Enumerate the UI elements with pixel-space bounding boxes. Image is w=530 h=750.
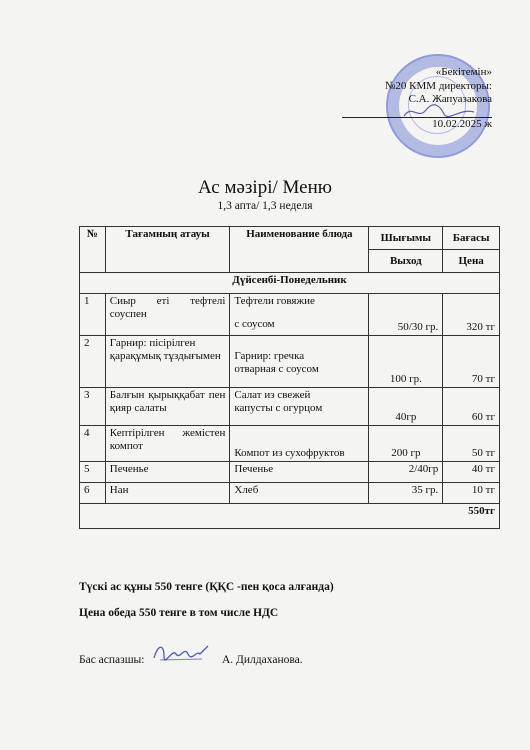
header-num: №: [80, 227, 106, 273]
row-ru: [230, 426, 369, 462]
approval-date: 10.02.2025 ж: [342, 117, 492, 132]
row-kz: Балғын қырыққабат пен қияр салаты: [105, 388, 230, 426]
row-num: 6: [80, 483, 106, 504]
row-output: 2/40гр: [369, 462, 443, 483]
approval-director-name: С.А. Жапуазакова: [408, 93, 492, 105]
header-output-ru: Выход: [369, 250, 443, 273]
row-price: 320 тг: [443, 294, 500, 336]
day-label: Дүйсенбі-Понедельник: [80, 273, 500, 294]
total-row: [80, 504, 500, 529]
table-row: [80, 426, 500, 462]
row-num: 4: [80, 426, 106, 462]
table-row: [80, 388, 500, 426]
row-num: 1: [80, 294, 106, 336]
row-price: 70 тг: [443, 336, 500, 388]
chef-signature: [150, 640, 212, 666]
row-num: 2: [80, 336, 106, 388]
row-kz: Сиыр еті тефтелі соуспен: [105, 294, 230, 336]
row-num: 3: [80, 388, 106, 426]
row-num: 5: [80, 462, 106, 483]
row-kz: Гарнир: пісірілген қарақұмық тұздығымен: [105, 336, 230, 388]
row-ru-line1: Тефтели говяжие: [234, 295, 315, 307]
header-kz: Тағамның атауы: [105, 227, 230, 273]
page-subtitle: 1,3 апта/ 1,3 неделя: [217, 200, 313, 212]
row-ru-line1: Салат из свежей: [234, 389, 311, 401]
header-price-ru: Цена: [443, 250, 500, 273]
page-title: Ас мәзірі/ Меню: [198, 177, 332, 198]
row-ru: Хлеб: [230, 483, 369, 504]
row-ru: [230, 294, 369, 336]
row-ru: Печенье: [230, 462, 369, 483]
row-kz: Нан: [105, 483, 230, 504]
table-row: [80, 294, 500, 336]
row-ru-line2: Компот из сухофруктов: [234, 447, 345, 459]
day-row: [80, 273, 500, 294]
approval-heading: «Бекітемін»: [435, 66, 492, 78]
row-output: 50/30 гр.: [369, 294, 443, 336]
row-ru: [230, 388, 369, 426]
row-ru-line1: Гарнир: гречка: [234, 350, 305, 362]
row-price: 10 тг: [443, 483, 500, 504]
row-kz: Печенье: [105, 462, 230, 483]
row-kz: Кептірілген жемістен компот: [105, 426, 230, 462]
price-note-ru: Цена обеда 550 тенге в том числе НДС: [79, 607, 279, 619]
total-value: 550тг: [80, 504, 500, 529]
row-output: 200 гр: [369, 426, 443, 462]
table-row: [80, 462, 500, 483]
price-note-kz: Түскі ас құны 550 тенге (ҚҚС -пен қоса алғанда): [79, 581, 334, 593]
approval-block: [342, 66, 492, 131]
chef-name: А. Дилдаханова.: [222, 654, 303, 666]
row-ru: [230, 336, 369, 388]
table-row: [80, 336, 500, 388]
row-price: 60 тг: [443, 388, 500, 426]
row-ru-line2: с соусом: [234, 318, 275, 330]
approval-position: №20 КММ директоры:: [384, 79, 492, 92]
row-ru-line2: отварная с соусом: [234, 363, 319, 375]
chef-label: Бас аспазшы:: [79, 654, 145, 666]
row-ru-line2: капусты с огурцом: [234, 402, 323, 414]
row-output: 100 гр.: [369, 336, 443, 388]
menu-table: [79, 226, 500, 529]
row-output: 40гр: [369, 388, 443, 426]
row-price: 50 тг: [443, 426, 500, 462]
header-price-kz: Бағасы: [443, 227, 500, 250]
row-price: 40 тг: [443, 462, 500, 483]
table-row: [80, 483, 500, 504]
header-ru: Наименование блюда: [230, 227, 369, 273]
table-header-row: [80, 227, 500, 250]
header-output-kz: Шығымы: [369, 227, 443, 250]
row-output: 35 гр.: [369, 483, 443, 504]
